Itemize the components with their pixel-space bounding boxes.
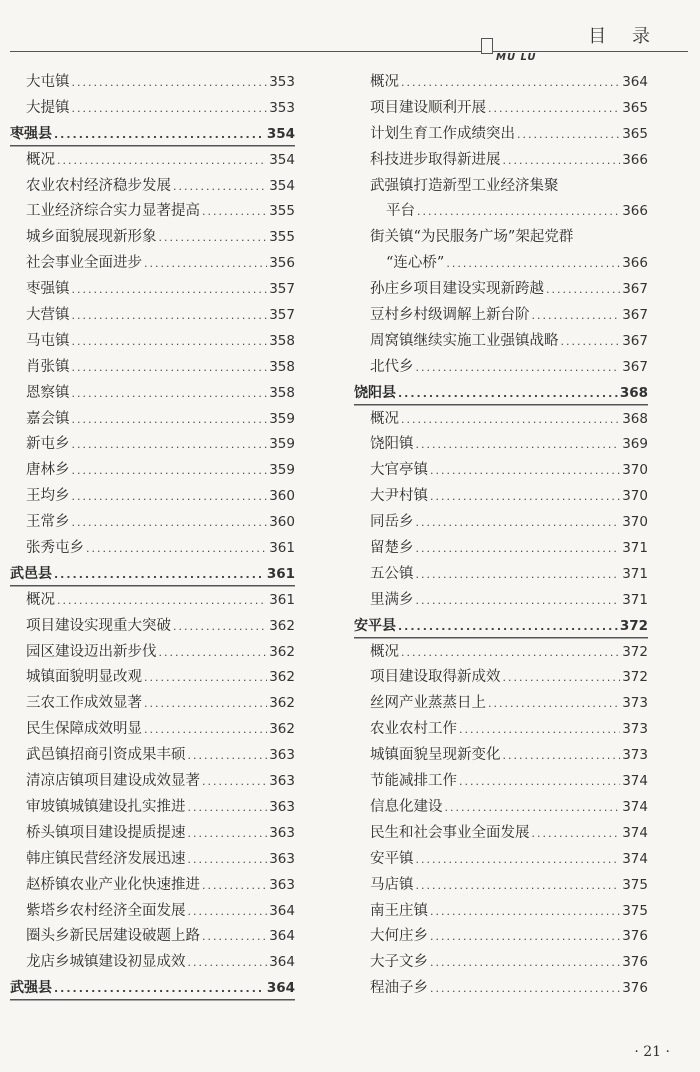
toc-page-number: 366 [622,203,648,220]
toc-entry[interactable] [10,355,295,381]
toc-leader-dots [430,458,620,484]
toc-entry-title: 嘉会镇 [26,410,70,427]
toc-entry-title: 城镇面貌明显改观 [26,669,142,686]
toc-entry[interactable] [10,432,295,458]
toc-leader-dots [72,96,268,122]
toc-entry-title: 桥头镇项目建设提质提速 [26,824,186,841]
toc-entry[interactable] [354,562,648,588]
toc-entry[interactable] [10,510,295,536]
toc-entry[interactable] [354,873,648,899]
toc-leader-dots [417,199,620,225]
toc-entry-title: 园区建设迈出新步伐 [26,643,157,660]
toc-entry-title: 大子文乡 [370,954,428,971]
toc-entry-title: 大官亭镇 [370,462,428,479]
toc-leader-dots [401,640,620,666]
toc-entry-title: 程油子乡 [370,980,428,997]
toc-page-number: 362 [269,643,295,660]
toc-page-number: 364 [266,980,295,997]
toc-page-number: 360 [269,514,295,531]
toc-entry-title: “连心桥” [386,255,445,272]
toc-page-number: 353 [269,99,295,116]
toc-county-heading[interactable] [354,614,648,640]
toc-entry-title: 大何庄乡 [370,928,428,945]
toc-entry-title: 饶阳镇 [370,436,414,453]
toc-leader-dots [561,329,621,355]
toc-entry-title: 武邑镇招商引资成果丰硕 [26,747,186,764]
toc-entry[interactable] [10,225,295,251]
toc-page-number: 372 [619,617,648,634]
toc-leader-dots [416,588,621,614]
toc-entry-title: 唐林乡 [26,462,70,479]
toc-entry[interactable] [10,614,295,640]
toc-page-number: 359 [269,436,295,453]
toc-entry[interactable] [10,640,295,666]
toc-entry-title: 节能减排工作 [370,773,457,790]
toc-page-number: 354 [266,125,295,142]
toc-leader-dots [202,769,267,795]
toc-entry[interactable] [10,769,295,795]
toc-entry-title: 里满乡 [370,591,414,608]
toc-entry-title: 城镇面貌呈现新变化 [370,747,501,764]
toc-entry-title: 社会事业全面进步 [26,255,142,272]
toc-page-number: 359 [269,462,295,479]
toc-entry[interactable] [10,407,295,433]
toc-page-number: 359 [269,410,295,427]
toc-leader-dots [72,70,268,96]
toc-entry[interactable] [10,665,295,691]
toc-entry-title: 三农工作成效显著 [26,695,142,712]
toc-entry-title: 民生和社会事业全面发展 [370,824,530,841]
toc-leader-dots [202,199,267,225]
toc-entry[interactable] [354,225,648,251]
toc-entry[interactable] [354,665,648,691]
toc-entry[interactable] [354,70,648,96]
toc-entry[interactable] [354,950,648,976]
toc-entry-title: 项目建设顺利开展 [370,99,486,116]
toc-entry[interactable] [354,847,648,873]
toc-page-number: 364 [269,954,295,971]
toc-entry-title: 项目建设取得新成效 [370,669,501,686]
toc-entry-title: 豆村乡村级调解上新台阶 [370,307,530,324]
toc-entry-title: 南王庄镇 [370,902,428,919]
toc-page-number: 376 [622,980,648,997]
toc-entry[interactable] [354,795,648,821]
toc-page-number: 376 [622,928,648,945]
toc-page-number: 362 [269,617,295,634]
toc-entry-title: 新屯乡 [26,436,70,453]
toc-entry-title: 平台 [386,203,415,220]
toc-leader-dots [72,277,268,303]
toc-entry[interactable] [354,148,648,174]
toc-leader-dots [188,950,268,976]
toc-entry[interactable] [10,251,295,277]
toc-page-number: 363 [269,773,295,790]
toc-entry-title: 农业农村经济稳步发展 [26,177,171,194]
toc-entry-title: 民生保障成效明显 [26,721,142,738]
toc-page-number: 357 [269,307,295,324]
toc-page-number: 363 [269,876,295,893]
toc-page-number: 361 [269,540,295,557]
toc-leader-dots [430,484,620,510]
toc-entry-title: 武强镇打造新型工业经济集聚 [370,177,559,194]
toc-entry-title: 孙庄乡项目建设实现新跨越 [370,281,544,298]
toc-entry[interactable] [354,821,648,847]
toc-entry-title: 农业农村工作 [370,721,457,738]
toc-leader-dots [416,562,621,588]
toc-leader-dots [57,588,267,614]
toc-entry-title: 项目建设实现重大突破 [26,617,171,634]
toc-entry[interactable] [354,588,648,614]
toc-county-heading[interactable] [354,381,648,407]
toc-entry[interactable] [354,355,648,381]
toc-entry[interactable] [354,691,648,717]
toc-entry-title: 丝网产业蒸蒸日上 [370,695,486,712]
toc-leader-dots [144,251,267,277]
toc-leader-dots [54,976,265,1002]
toc-entry-title: 安平县 [354,617,396,634]
toc-entry-title: 街关镇“为民服务广场”架起党群 [370,229,574,246]
toc-page-number: 376 [622,954,648,971]
toc-entry-title: 韩庄镇民营经济发展迅速 [26,850,186,867]
toc-leader-dots [188,847,268,873]
toc-page-number: 375 [622,902,648,919]
toc-entry-title: 枣强县 [10,125,52,142]
toc-page-number: 371 [622,565,648,582]
toc-leader-dots [188,899,268,925]
toc-page-number: 364 [269,902,295,919]
toc-leader-dots [398,381,618,407]
toc-entry[interactable] [10,484,295,510]
toc-entry-title: 安平镇 [370,850,414,867]
toc-leader-dots [416,432,621,458]
toc-entry[interactable] [354,458,648,484]
toc-entry[interactable] [354,329,648,355]
toc-page-number: 375 [622,876,648,893]
toc-leader-dots [72,381,268,407]
toc-leader-dots [72,484,268,510]
toc-leader-dots [503,148,621,174]
toc-entry-title: 马店镇 [370,876,414,893]
toc-entry[interactable] [354,899,648,925]
toc-entry[interactable] [354,536,648,562]
toc-page-number: 361 [266,565,295,582]
page-number: · 21 · [634,1044,670,1060]
toc-leader-dots [488,96,620,122]
toc-page-number: 372 [622,669,648,686]
toc-leader-dots [72,355,268,381]
toc-entry-title: 清凉店镇项目建设成效显著 [26,773,200,790]
toc-page-number: 368 [622,410,648,427]
header-rule-left [10,51,495,52]
toc-leader-dots [488,691,620,717]
toc-entry[interactable] [10,950,295,976]
toc-leader-dots [401,407,620,433]
toc-leader-dots [72,407,268,433]
toc-leader-dots [144,665,267,691]
toc-entry[interactable] [354,510,648,536]
toc-page-number: 354 [269,177,295,194]
toc-entry[interactable] [354,96,648,122]
toc-entry-title: 周窝镇继续实施工业强镇战略 [370,332,559,349]
toc-entry[interactable] [10,329,295,355]
page-title: 目 录 [588,26,660,47]
toc-entry[interactable] [10,821,295,847]
toc-page-number: 370 [622,488,648,505]
toc-leader-dots [430,899,620,925]
toc-entry[interactable] [10,381,295,407]
toc-entry[interactable] [354,743,648,769]
toc-page-number: 373 [622,721,648,738]
toc-page-number: 363 [269,850,295,867]
toc-entry-title: 饶阳县 [354,384,396,401]
toc-page-number: 364 [622,74,648,90]
toc-leader-dots [202,924,267,950]
toc-entry[interactable] [10,70,295,96]
toc-leader-dots [72,510,268,536]
toc-page-number: 370 [622,462,648,479]
toc-page-number: 374 [622,798,648,815]
toc-leader-dots [459,769,620,795]
toc-leader-dots [445,795,621,821]
toc-page-number: 369 [622,436,648,453]
toc-page-number: 373 [622,747,648,764]
page-subtitle: MU LU [496,52,537,63]
toc-page-number: 363 [269,798,295,815]
toc-entry-title: 概况 [26,151,55,168]
toc-leader-dots [416,847,621,873]
toc-page-number: 362 [269,695,295,712]
toc-page-number: 367 [622,307,648,324]
toc-leader-dots [416,873,621,899]
toc-page-number: 361 [269,591,295,608]
toc-entry-title: 枣强镇 [26,281,70,298]
toc-page-number: 355 [269,229,295,246]
toc-leader-dots [446,251,620,277]
toc-page-number: 371 [622,591,648,608]
toc-entry-title: 概况 [370,74,399,90]
toc-page-number: 358 [269,332,295,349]
toc-entry[interactable] [354,277,648,303]
toc-page-number: 372 [622,643,648,660]
toc-leader-dots [54,562,265,588]
toc-entry[interactable] [354,407,648,433]
toc-entry[interactable] [10,847,295,873]
toc-page-number: 363 [269,747,295,764]
toc-entry-title: 王常乡 [26,514,70,531]
toc-entry[interactable] [10,148,295,174]
toc-entry[interactable] [10,691,295,717]
toc-leader-dots [159,225,268,251]
toc-page-number: 368 [619,384,648,401]
toc-entry[interactable] [10,743,295,769]
toc-leader-dots [532,303,621,329]
toc-entry-title: 马屯镇 [26,332,70,349]
toc-leader-dots [430,924,620,950]
toc-page-number: 360 [269,488,295,505]
toc-page-number: 364 [269,928,295,945]
toc-page-number: 366 [622,255,648,272]
toc-page-number: 354 [269,151,295,168]
toc-leader-dots [401,70,620,96]
toc-entry[interactable] [10,873,295,899]
toc-page-number: 374 [622,773,648,790]
toc-entry[interactable] [354,640,648,666]
toc-entry[interactable] [10,588,295,614]
toc-entry[interactable] [10,924,295,950]
toc-leader-dots [416,536,621,562]
toc-entry[interactable] [10,795,295,821]
toc-leader-dots [57,148,267,174]
toc-entry[interactable] [354,122,648,148]
toc-page-number: 370 [622,514,648,531]
toc-leader-dots [503,743,621,769]
toc-leader-dots [202,873,267,899]
toc-page-number: 374 [622,824,648,841]
toc-leader-dots [459,717,620,743]
toc-page-number: 355 [269,203,295,220]
toc-right-column [354,70,648,1002]
toc-page-number: 374 [622,850,648,867]
toc-entry-title: 概况 [26,591,55,608]
toc-entry-title: 城乡面貌展现新形象 [26,229,157,246]
header-bracket-mark [481,38,493,54]
toc-leader-dots [72,303,268,329]
toc-leader-dots [54,122,265,148]
toc-entry[interactable] [10,899,295,925]
toc-leader-dots [86,536,267,562]
toc-entry-title: 审坡镇城镇建设扎实推进 [26,798,186,815]
toc-leader-dots [72,432,268,458]
toc-leader-dots [546,277,620,303]
toc-leader-dots [517,122,620,148]
toc-entry-title: 紫塔乡农村经济全面发展 [26,902,186,919]
toc-entry[interactable] [10,717,295,743]
toc-entry-title: 大提镇 [26,99,70,116]
toc-leader-dots [173,614,267,640]
toc-leader-dots [144,717,267,743]
toc-entry[interactable] [10,96,295,122]
toc-page-number: 365 [622,125,648,142]
toc-page-number: 367 [622,332,648,349]
toc-entry[interactable] [354,303,648,329]
toc-entry-title: 留楚乡 [370,540,414,557]
toc-entry[interactable] [10,199,295,225]
toc-entry[interactable] [354,976,648,1002]
toc-page-number: 358 [269,358,295,375]
toc-entry-title: 概况 [370,643,399,660]
toc-page-number: 362 [269,669,295,686]
toc-entry[interactable] [354,717,648,743]
toc-leader-dots [173,174,267,200]
toc-leader-dots [416,355,621,381]
toc-entry-title: 恩察镇 [26,384,70,401]
toc-leader-dots [159,640,268,666]
toc-leader-dots [188,743,268,769]
toc-entry-title: 王均乡 [26,488,70,505]
toc-entry-title: 张秀屯乡 [26,540,84,557]
toc-leader-dots [532,821,621,847]
toc-entry-title: 信息化建设 [370,798,443,815]
toc-page-number: 367 [622,358,648,375]
toc-entry[interactable] [354,484,648,510]
toc-page-number: 358 [269,384,295,401]
toc-page-number: 356 [269,255,295,272]
toc-leader-dots [72,458,268,484]
toc-entry[interactable] [354,432,648,458]
toc-county-heading[interactable] [10,122,295,148]
toc-entry-title: 龙店乡城镇建设初显成效 [26,954,186,971]
toc-entry-title: 同岳乡 [370,514,414,531]
toc-page-number: 367 [622,281,648,298]
toc-entry-title: 五公镇 [370,565,414,582]
toc-county-heading[interactable] [10,976,295,1002]
toc-entry[interactable] [354,769,648,795]
toc-leader-dots [503,665,621,691]
toc-page-number: 373 [622,695,648,712]
toc-left-column [10,70,295,1002]
toc-entry[interactable] [10,458,295,484]
toc-page-number: 363 [269,824,295,841]
toc-entry[interactable] [10,303,295,329]
toc-county-heading[interactable] [10,562,295,588]
toc-entry-title: 概况 [370,410,399,427]
toc-leader-dots [72,329,268,355]
toc-entry-title: 工业经济综合实力显著提高 [26,203,200,220]
toc-leader-dots [430,950,620,976]
toc-leader-dots [416,510,621,536]
toc-entry[interactable] [354,251,648,277]
toc-leader-dots [188,821,268,847]
toc-entry-title: 科技进步取得新进展 [370,151,501,168]
toc-leader-dots [430,976,620,1002]
toc-entry-title: 圈头乡新民居建设破题上路 [26,928,200,945]
toc-entry-title: 大尹村镇 [370,488,428,505]
toc-entry[interactable] [10,536,295,562]
toc-entry-title: 武邑县 [10,565,52,582]
toc-leader-dots [398,614,618,640]
toc-entry-title: 大屯镇 [26,74,70,90]
toc-entry-title: 计划生育工作成绩突出 [370,125,515,142]
toc-entry-title: 肖张镇 [26,358,70,375]
toc-entry-title: 北代乡 [370,358,414,375]
toc-leader-dots [188,795,268,821]
toc-entry[interactable] [10,277,295,303]
toc-page-number: 357 [269,281,295,298]
toc-page-number: 371 [622,540,648,557]
toc-page-number: 353 [269,74,295,90]
toc-leader-dots [144,691,267,717]
toc-entry[interactable] [10,174,295,200]
toc-entry[interactable] [354,174,648,200]
toc-entry[interactable] [354,199,648,225]
toc-page-number: 365 [622,99,648,116]
toc-entry-title: 赵桥镇农业产业化快速推进 [26,876,200,893]
toc-page-number: 362 [269,721,295,738]
toc-page-number: 366 [622,151,648,168]
toc-entry-title: 大营镇 [26,307,70,324]
toc-entry[interactable] [354,924,648,950]
toc-entry-title: 武强县 [10,980,52,997]
